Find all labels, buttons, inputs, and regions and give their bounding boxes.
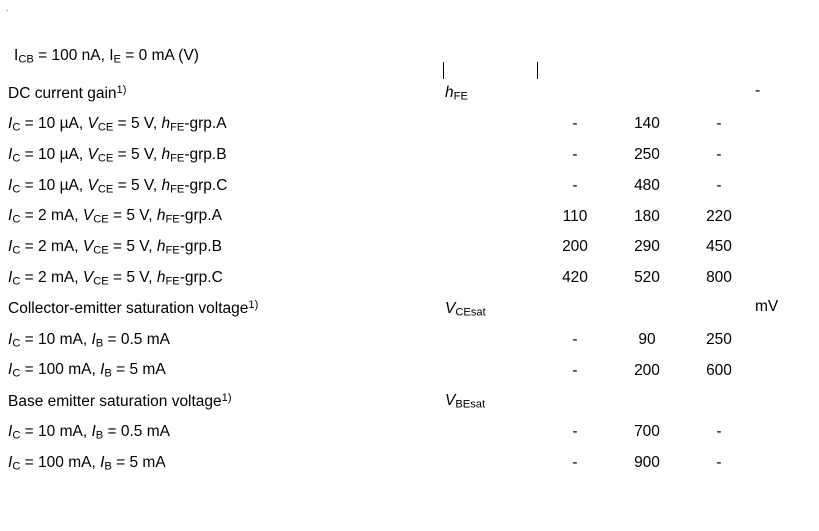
clipped-table-row	[8, 47, 811, 79]
specifications-table	[8, 78, 811, 478]
parameter-symbol-blank	[445, 448, 539, 479]
table-row	[8, 386, 811, 417]
min-value	[539, 78, 611, 109]
table-row	[8, 170, 811, 201]
min-value: -	[572, 330, 578, 348]
max-value: 800	[706, 269, 732, 287]
parameter-symbol-blank	[445, 201, 539, 232]
min-value: 200	[562, 238, 588, 256]
table-row	[8, 355, 811, 386]
test-condition: $I_C = 10$ µA, $V_{CE} = 5$ V, $h_{FE}-grp.A$	[8, 114, 227, 134]
table-row	[8, 448, 811, 479]
max-value: 250	[706, 330, 732, 348]
table-row	[8, 263, 811, 294]
table-row	[8, 140, 811, 171]
parameter-title: Collector-emitter saturation voltage$^{1)}$	[8, 299, 259, 318]
min-value: 110	[562, 207, 588, 225]
clipped-row-divider-2	[537, 62, 538, 79]
parameter-symbol: $V_{CEsat}$	[445, 299, 486, 319]
table-row	[8, 294, 811, 325]
parameter-symbol-blank	[445, 263, 539, 294]
parameter-symbol-blank	[445, 324, 539, 355]
parameter-symbol-blank	[445, 355, 539, 386]
typ-value	[611, 78, 683, 109]
test-condition: $I_C = 100$ mA, $I_B = 5$ mA	[8, 453, 166, 473]
test-condition: $I_C = 2$ mA, $V_{CE} = 5$ V, $h_{FE}-grp.C$	[8, 268, 223, 288]
table-row	[8, 232, 811, 263]
test-condition: $I_C = 2$ mA, $V_{CE} = 5$ V, $h_{FE}-grp.B$	[8, 238, 222, 257]
typ-value: 250	[634, 145, 660, 163]
parameter-symbol-blank	[445, 232, 539, 263]
max-value: 450	[706, 238, 732, 256]
min-value: -	[572, 115, 578, 133]
table-row	[8, 324, 811, 355]
parameter-symbol-blank	[445, 109, 539, 140]
min-value	[539, 294, 611, 325]
min-value: -	[572, 423, 578, 441]
clipped-row-divider-1	[443, 62, 444, 79]
min-value: -	[572, 176, 578, 194]
max-value	[683, 78, 755, 109]
typ-value	[611, 386, 683, 417]
typ-value: 480	[634, 176, 660, 194]
table-row	[8, 417, 811, 448]
max-value: -	[716, 423, 722, 441]
table-row	[8, 201, 811, 232]
typ-value	[611, 294, 683, 325]
typ-value: 290	[634, 238, 660, 256]
max-value: -	[716, 115, 722, 133]
min-value: -	[572, 453, 578, 471]
min-value: -	[572, 361, 578, 379]
typ-value: 180	[634, 207, 660, 225]
parameter-symbol-blank	[445, 170, 539, 201]
max-value: 220	[706, 207, 732, 225]
max-value: -	[716, 145, 722, 163]
test-condition: $I_C = 2$ mA, $V_{CE} = 5$ V, $h_{FE}-grp.A$	[8, 207, 222, 226]
typ-value: 200	[634, 361, 660, 379]
clipped-row-text: $I_{CB} = 100$ nA, $I_E = 0$ mA (V)	[14, 47, 199, 66]
min-value	[539, 386, 611, 417]
unit-value: mV	[755, 297, 779, 315]
max-value: -	[716, 176, 722, 194]
test-condition: $I_C = 10$ µA, $V_{CE} = 5$ V, $h_{FE}-grp.B$	[8, 145, 227, 165]
unit-value: -	[755, 82, 761, 99]
typ-value: 140	[634, 115, 660, 133]
table-row	[8, 78, 811, 109]
unit-value	[755, 386, 811, 478]
specifications-table-body	[8, 78, 811, 478]
typ-value: 700	[634, 423, 660, 441]
parameter-symbol-blank	[445, 417, 539, 448]
max-value	[683, 294, 755, 325]
typ-value: 520	[634, 269, 660, 287]
parameter-symbol: $h_{FE}$	[445, 84, 468, 103]
parameter-title: DC current gain$^{1)}$	[8, 83, 127, 102]
test-condition: $I_C = 100$ mA, $I_B = 5$ mA	[8, 361, 166, 380]
specifications-table-wrapper	[8, 78, 811, 478]
parameter-title: Base emitter saturation voltage$^{1)}$	[8, 391, 232, 410]
test-condition: $I_C = 10$ mA, $I_B = 0.5$ mA	[8, 330, 170, 349]
page-artifact-mark: .	[6, 3, 9, 13]
parameter-symbol: $V_{BEsat}$	[445, 392, 486, 411]
min-value: -	[572, 145, 578, 163]
max-value	[683, 386, 755, 417]
typ-value: 90	[638, 330, 656, 348]
parameter-symbol-blank	[445, 140, 539, 171]
table-row	[8, 109, 811, 140]
test-condition: $I_C = 10$ mA, $I_B = 0.5$ mA	[8, 422, 170, 442]
test-condition: $I_C = 10$ µA, $V_{CE} = 5$ V, $h_{FE}-grp.C$	[8, 176, 228, 196]
max-value: -	[716, 453, 722, 471]
max-value: 600	[706, 361, 732, 379]
min-value: 420	[562, 269, 588, 287]
typ-value: 900	[634, 453, 660, 471]
